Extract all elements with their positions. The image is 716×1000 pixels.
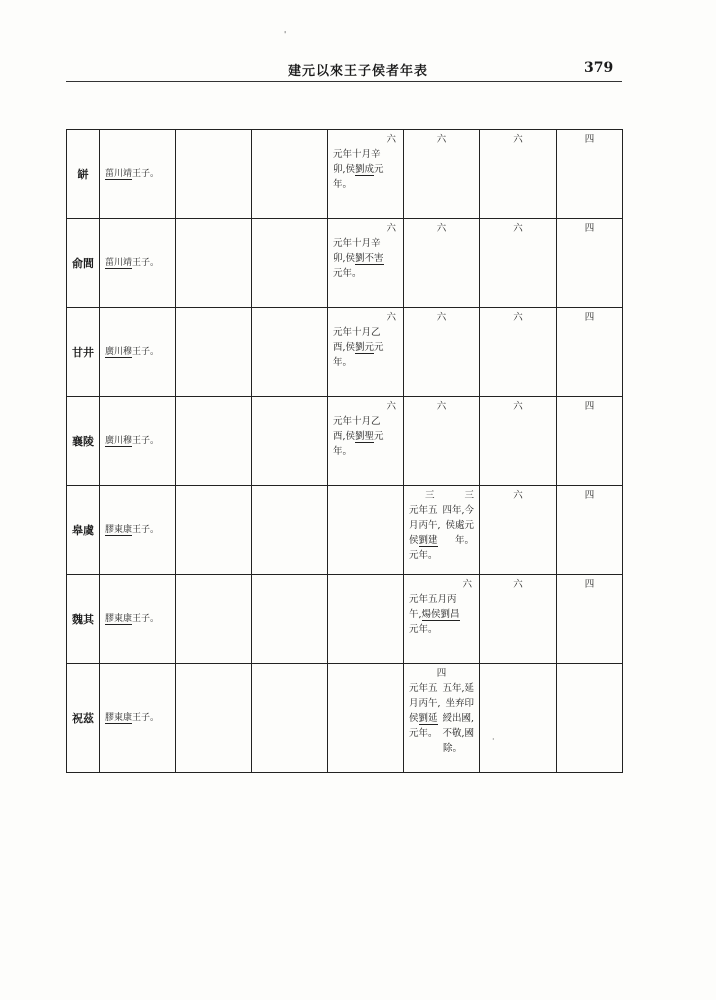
- record-line: [409, 607, 474, 622]
- empty-cell: [557, 664, 623, 773]
- year-cell: [557, 308, 623, 397]
- year-cell: [480, 219, 557, 308]
- running-header-title: 建元以來王子侯者年表: [288, 64, 429, 79]
- empty-cell: [480, 664, 557, 773]
- record-line: [409, 726, 474, 741]
- record-text: 坐弃印: [445, 698, 474, 709]
- empty-cell: [252, 397, 328, 486]
- empty-cell: [252, 486, 328, 575]
- empty-cell: [176, 575, 252, 664]
- year-cell: [480, 486, 557, 575]
- record-text: 五年,延: [442, 683, 474, 694]
- lineage-suffix: 王子。: [132, 346, 160, 357]
- record-text: 元年五: [409, 505, 438, 516]
- page-number: 379: [584, 60, 614, 76]
- year-cell: [557, 397, 623, 486]
- year-count: 四: [584, 223, 595, 234]
- record-underlined: 劉延: [418, 713, 438, 724]
- stray-mark-top: ': [284, 30, 287, 39]
- lineage-suffix: 王子。: [132, 435, 160, 446]
- empty-cell: [176, 664, 252, 773]
- year-count: 六: [513, 579, 523, 590]
- record-text: 侯: [409, 713, 419, 724]
- record-line: [409, 518, 474, 533]
- lineage-cell: [100, 486, 176, 575]
- year-cell: [557, 130, 623, 219]
- lineage-cell: [100, 575, 176, 664]
- year-count: 六: [436, 401, 447, 412]
- record-text: 不敬,國: [442, 728, 474, 739]
- record-line: 除。: [442, 743, 462, 754]
- record-line: [409, 711, 474, 726]
- record-line: [409, 488, 474, 503]
- lineage-cell: [100, 397, 176, 486]
- year-cell: [480, 575, 557, 664]
- record-line: [333, 162, 398, 177]
- record-line: [333, 429, 398, 444]
- record-text: 元: [374, 164, 384, 175]
- year-count: 六: [386, 401, 396, 412]
- year-cell: [557, 575, 623, 664]
- empty-cell: [252, 130, 328, 219]
- year-count: 六: [436, 223, 447, 234]
- lineage-suffix: 王子。: [132, 257, 160, 268]
- year-cell: [404, 219, 480, 308]
- year-count: 六: [386, 134, 396, 145]
- marquis-name: 缾: [67, 130, 100, 219]
- record-text: [409, 533, 442, 548]
- year-cell: [557, 486, 623, 575]
- record-line: 年。: [333, 446, 353, 457]
- empty-cell: [252, 575, 328, 664]
- record-underlined: 劉建: [418, 535, 438, 546]
- empty-cell: [176, 219, 252, 308]
- record-text: 侯處元: [445, 520, 474, 531]
- record-text: 卯,侯: [333, 253, 356, 264]
- record-line: 元年。: [409, 550, 438, 561]
- lineage-underlined: 菑川靖: [105, 168, 133, 179]
- lineage-cell: [100, 219, 176, 308]
- marquis-name: 魏其: [67, 575, 100, 664]
- record-text: 綬出國,: [442, 713, 474, 724]
- table-row: [67, 575, 623, 664]
- record-line: 元年十月乙: [333, 327, 381, 338]
- record-text: 元年五: [409, 683, 438, 694]
- marquis-name: 皋虞: [67, 486, 100, 575]
- marquis-name: 祝茲: [67, 664, 100, 773]
- record-line: 元年五月丙: [409, 594, 457, 605]
- record-text: 元: [374, 431, 384, 442]
- record-line: 年。: [333, 179, 353, 190]
- record-line: [333, 340, 398, 355]
- record-text: 元: [374, 342, 384, 353]
- year-count: 六: [513, 312, 523, 323]
- year-count: 六: [436, 134, 447, 145]
- year-count: 六: [386, 223, 396, 234]
- empty-cell: [328, 664, 404, 773]
- lineage-cell: [100, 130, 176, 219]
- year-count: 四: [584, 312, 595, 323]
- record-text: 元年。: [409, 728, 438, 739]
- empty-cell: [176, 308, 252, 397]
- year-cell: [404, 308, 480, 397]
- record-text: 四年,今: [442, 505, 474, 516]
- record-line: 元年十月辛: [333, 149, 381, 160]
- record-line: 元年。: [409, 624, 438, 635]
- year-cell: [480, 308, 557, 397]
- record-text: 侯: [409, 535, 419, 546]
- record-cell: [328, 219, 404, 308]
- empty-cell: [176, 397, 252, 486]
- lineage-suffix: 王子。: [132, 168, 160, 179]
- annals-table: [66, 129, 623, 773]
- table-row: [67, 130, 623, 219]
- record-text: 午,: [409, 609, 422, 620]
- marquis-name: 襄陵: [67, 397, 100, 486]
- record-text: 酉,侯: [333, 431, 356, 442]
- year-count: 四: [584, 401, 595, 412]
- table-row: [67, 664, 623, 773]
- year-count: 六: [513, 401, 523, 412]
- year-cell: [404, 130, 480, 219]
- record-cell: [328, 130, 404, 219]
- record-cell: [404, 664, 480, 773]
- record-line: 元年十月辛: [333, 238, 381, 249]
- lineage-underlined: 廣川穆: [105, 346, 133, 357]
- table-row: [67, 397, 623, 486]
- record-underlined: 煬侯劉昌: [421, 609, 460, 620]
- year-count: 四: [584, 134, 595, 145]
- record-cell: [404, 486, 480, 575]
- year-count: 三: [424, 490, 435, 501]
- year-cell: [557, 219, 623, 308]
- record-line: [409, 503, 474, 518]
- record-text: 酉,侯: [333, 342, 356, 353]
- empty-cell: [252, 308, 328, 397]
- empty-cell: [176, 130, 252, 219]
- record-underlined: 劉聖: [355, 431, 375, 442]
- year-count: 六: [513, 223, 523, 234]
- header-rule: [66, 81, 622, 82]
- record-underlined: 劉不害: [355, 253, 384, 264]
- marquis-name: 甘井: [67, 308, 100, 397]
- marquis-name: 俞閭: [67, 219, 100, 308]
- stray-mark-bottom: ·: [492, 735, 495, 744]
- year-cell: [404, 397, 480, 486]
- lineage-suffix: 王子。: [132, 712, 160, 723]
- record-line: 年。: [333, 357, 353, 368]
- year-cell: [480, 130, 557, 219]
- year-count: 六: [462, 579, 472, 590]
- empty-cell: [328, 575, 404, 664]
- record-text: 月丙午,: [409, 520, 441, 531]
- lineage-underlined: 膠東康: [105, 613, 133, 624]
- year-count: 三: [464, 490, 474, 501]
- empty-cell: [252, 664, 328, 773]
- record-line: [409, 696, 474, 711]
- year-count: 四: [584, 490, 595, 501]
- table-row: [67, 219, 623, 308]
- record-text: 卯,侯: [333, 164, 356, 175]
- record-text: 月丙午,: [409, 698, 441, 709]
- record-cell: [404, 575, 480, 664]
- empty-cell: [328, 486, 404, 575]
- record-underlined: 劉元: [355, 342, 375, 353]
- empty-cell: [252, 219, 328, 308]
- record-text: 年。: [454, 535, 474, 546]
- year-count: 六: [513, 490, 523, 501]
- record-line: 元年。: [333, 268, 362, 279]
- lineage-cell: [100, 308, 176, 397]
- lineage-cell: [100, 664, 176, 773]
- year-count: 六: [436, 312, 447, 323]
- year-count: 六: [386, 312, 396, 323]
- record-line: 元年十月乙: [333, 416, 381, 427]
- lineage-underlined: 廣川穆: [105, 435, 133, 446]
- lineage-underlined: 菑川靖: [105, 257, 133, 268]
- record-line: [333, 251, 398, 266]
- lineage-suffix: 王子。: [132, 613, 160, 624]
- table-row: [67, 486, 623, 575]
- lineage-underlined: 膠東康: [105, 712, 133, 723]
- year-count: 四: [436, 668, 447, 679]
- record-cell: [328, 308, 404, 397]
- record-line: [409, 681, 474, 696]
- year-count: 六: [513, 134, 523, 145]
- record-text: [409, 711, 442, 726]
- lineage-suffix: 王子。: [132, 524, 160, 535]
- empty-cell: [176, 486, 252, 575]
- record-underlined: 劉成: [355, 164, 375, 175]
- record-cell: [328, 397, 404, 486]
- table-row: [67, 308, 623, 397]
- year-cell: [480, 397, 557, 486]
- lineage-underlined: 膠東康: [105, 524, 133, 535]
- record-line: [409, 533, 474, 548]
- year-count: 四: [584, 579, 595, 590]
